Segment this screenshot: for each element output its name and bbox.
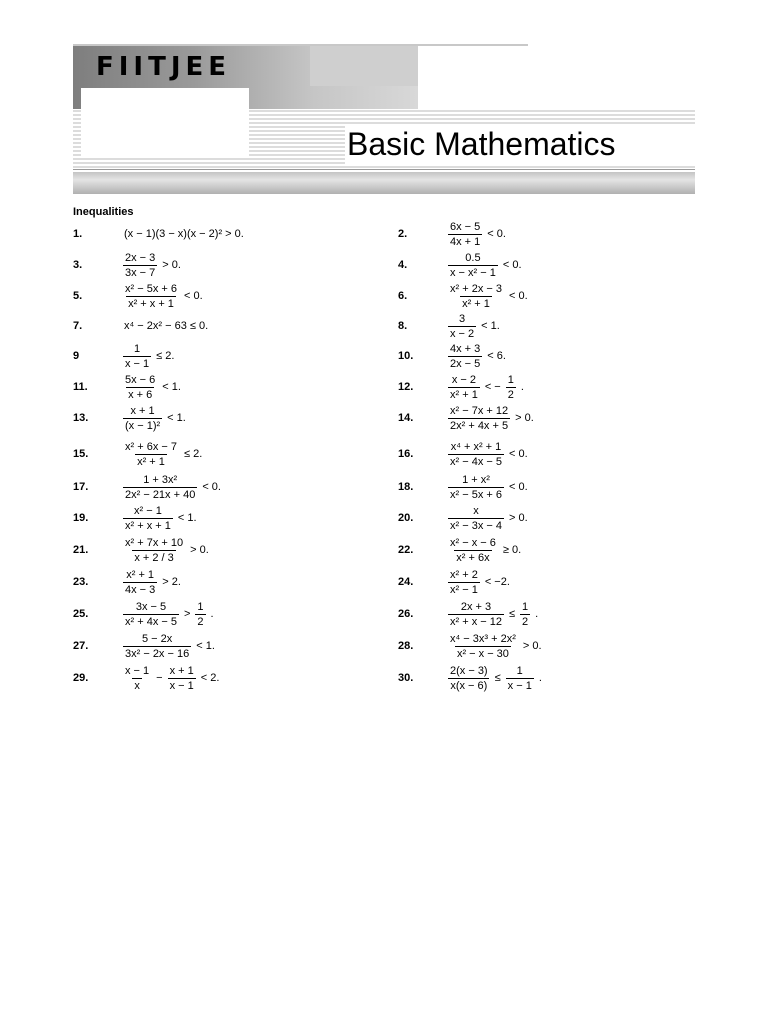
problem-expression (446, 283, 531, 310)
fraction-numerator: 3 (459, 312, 466, 325)
problem-number: 22. (398, 544, 414, 556)
fraction (448, 221, 482, 248)
expression-text: < 0. (508, 448, 528, 460)
header-white-panel (81, 88, 249, 158)
fraction-numerator: x² + 1 (126, 568, 155, 581)
problem-item (398, 662, 545, 694)
problem-item (73, 534, 212, 566)
fraction (448, 441, 504, 468)
fraction-denominator: x − x² − 1 (450, 266, 496, 279)
expression-text: < 1. (196, 640, 215, 652)
fraction (506, 665, 534, 692)
fraction (448, 283, 504, 310)
fraction-numerator: x² + 2x − 3 (450, 282, 502, 295)
expression-text: ≤ 2. (156, 350, 175, 362)
fraction-denominator: 2 (522, 615, 529, 628)
problem-item (73, 218, 247, 250)
problem-number: 16. (398, 448, 414, 460)
expression-text: x⁴ − 2x² − 63 ≤ 0. (124, 320, 209, 332)
problem-number: 19. (73, 512, 89, 524)
fraction-denominator: x − 1 (125, 357, 150, 370)
problem-expression (121, 505, 200, 532)
problem-item (398, 340, 509, 372)
fraction-denominator: x² + x + 1 (125, 519, 171, 532)
fraction-denominator: (x − 1)² (125, 419, 161, 432)
problem-item (398, 280, 531, 312)
problem-expression (121, 283, 206, 310)
expression-text: < 1. (162, 381, 181, 393)
fraction (123, 569, 157, 596)
expression-text: < 0. (487, 228, 506, 240)
fraction-denominator: x² + 4x − 5 (125, 615, 177, 628)
expression-text: ≤ 2. (183, 448, 203, 460)
fraction-denominator: 2 (507, 388, 514, 401)
fraction (448, 505, 504, 532)
fraction (448, 374, 480, 401)
problem-item (73, 566, 184, 598)
problem-number: 5. (73, 290, 83, 302)
problem-number: 21. (73, 544, 89, 556)
fraction-numerator: 2x + 3 (460, 600, 492, 613)
fraction-denominator: x² − 3x − 4 (450, 519, 502, 532)
fraction-numerator: x − 2 (451, 373, 476, 386)
fraction-denominator: x + 2 / 3 (134, 551, 174, 564)
fraction (195, 601, 205, 628)
problem-item (398, 371, 527, 403)
fraction-numerator: 1 (134, 342, 141, 355)
fraction-numerator: 0.5 (465, 251, 481, 264)
problem-expression (446, 313, 503, 340)
problem-expression (446, 601, 541, 628)
fraction-numerator: x (473, 504, 479, 517)
fraction (123, 505, 173, 532)
fraction (123, 405, 162, 432)
fraction-numerator: 3x − 5 (135, 600, 167, 613)
fraction (448, 405, 510, 432)
fraction-numerator: x⁴ − 3x³ + 2x² (450, 632, 516, 645)
fraction (123, 343, 151, 370)
fraction-numerator: x² − 5x + 6 (125, 282, 177, 295)
fraction-numerator: x − 1 (125, 664, 150, 677)
problem-number: 24. (398, 576, 414, 588)
problem-expression (446, 374, 527, 401)
fraction-numerator: 2(x − 3) (450, 664, 488, 677)
page-title: Basic Mathematics (347, 126, 616, 162)
expression-text: < 0. (183, 290, 203, 302)
problem-item (398, 630, 545, 662)
problem-expression (121, 252, 184, 279)
problem-item (398, 598, 541, 630)
fraction-numerator: x² − 1 (134, 504, 162, 517)
fraction-numerator: x² + 2 (450, 568, 478, 581)
header-bottom-bar (73, 172, 695, 194)
problem-item (398, 566, 513, 598)
expression-text: ≤ (508, 608, 516, 620)
expression-text: > 0. (162, 259, 181, 271)
fraction (448, 252, 498, 279)
problem-item (398, 534, 524, 566)
fraction-denominator: x² − 1 (450, 583, 478, 596)
fraction (123, 665, 151, 692)
problem-number: 13. (73, 412, 89, 424)
fraction-denominator: 2x² − 21x + 40 (125, 488, 196, 501)
fraction-numerator: x² − x − 6 (450, 536, 496, 549)
fraction-denominator: x² − x − 30 (456, 647, 509, 660)
expression-text: > 0. (190, 544, 209, 556)
fraction-numerator: 5x − 6 (125, 373, 156, 386)
fraction-denominator: x(x − 6) (450, 679, 488, 692)
problem-item (73, 630, 218, 662)
problem-number: 28. (398, 640, 414, 652)
fraction-numerator: 2x − 3 (125, 251, 156, 264)
expression-text: < 1. (167, 412, 186, 424)
problem-expression (446, 505, 531, 532)
fraction-denominator: 4x + 1 (450, 235, 481, 248)
problem-number: 18. (398, 481, 414, 493)
fraction-denominator: x² + 6x (456, 551, 490, 564)
fraction-denominator: x + 6 (128, 388, 153, 401)
problem-number: 29. (73, 672, 89, 684)
expression-text: < 0. (202, 481, 221, 493)
problem-expression (446, 665, 545, 692)
expression-text: > 0. (515, 412, 534, 424)
expression-text: < 0. (508, 290, 528, 302)
problem-item (73, 310, 211, 342)
problem-item (398, 502, 531, 534)
fraction-denominator: x − 1 (507, 679, 532, 692)
expression-text: . (535, 608, 539, 620)
problem-number: 20. (398, 512, 414, 524)
expression-text: < 1. (177, 512, 197, 524)
problem-expression (121, 319, 211, 333)
fraction (123, 374, 157, 401)
expression-text: < 0. (502, 259, 522, 271)
expression-text: ≥ 0. (502, 544, 522, 556)
problem-item (398, 402, 537, 434)
problem-expression (446, 221, 509, 248)
fraction-numerator: x² − 7x + 12 (450, 404, 509, 417)
fraction-denominator: x² − 5x + 6 (450, 488, 502, 501)
expression-text: > 2. (162, 576, 181, 588)
problem-number: 15. (73, 448, 89, 460)
fraction-numerator: 1 (507, 373, 514, 386)
fraction-denominator: x² − 4x − 5 (450, 455, 502, 468)
problem-expression (121, 537, 212, 564)
fraction (448, 313, 476, 340)
problem-item (73, 340, 177, 372)
problem-item (73, 502, 200, 534)
fraction-numerator: x² + 6x − 7 (125, 440, 177, 453)
problem-item (398, 218, 509, 250)
fraction-denominator: x² + x + 1 (128, 297, 174, 310)
problem-expression (121, 441, 205, 468)
fraction-denominator: x − 2 (450, 327, 475, 340)
fraction-numerator: x² + 7x + 10 (125, 536, 184, 549)
fraction (168, 665, 196, 692)
expression-text: > 0. (508, 512, 528, 524)
fraction (123, 283, 179, 310)
problem-number: 11. (73, 381, 88, 393)
fraction (123, 633, 191, 660)
problem-expression (446, 343, 509, 370)
problem-expression (446, 633, 545, 660)
problem-item (398, 310, 503, 342)
expression-text: − (156, 672, 163, 684)
fraction-denominator: x² + 1 (450, 388, 478, 401)
fraction-numerator: x⁴ + x² + 1 (450, 440, 502, 453)
section-title: Inequalities (73, 206, 134, 218)
expression-text: < 6. (487, 350, 506, 362)
problem-number: 6. (398, 290, 408, 302)
fraction-denominator: 3x² − 2x − 16 (125, 647, 190, 660)
fraction (123, 252, 157, 279)
problem-number: 12. (398, 381, 414, 393)
expression-text: < 0. (508, 481, 528, 493)
fraction-numerator: 1 (522, 600, 529, 613)
header-grey-highlight (310, 46, 418, 86)
problem-number: 2. (398, 228, 408, 240)
fraction-denominator: x² + 1 (462, 297, 490, 310)
problem-number: 23. (73, 576, 89, 588)
problem-expression (446, 441, 531, 468)
fraction (448, 665, 490, 692)
fraction (448, 343, 482, 370)
fraction-denominator: x (134, 679, 140, 692)
fraction (123, 601, 179, 628)
problem-expression (446, 569, 513, 596)
fiitjee-logo: FIITJEE (96, 52, 232, 82)
fraction (448, 474, 504, 501)
problem-expression (121, 569, 184, 596)
expression-text: . (520, 381, 524, 393)
expression-text: . (210, 608, 214, 620)
fraction-numerator: 1 (197, 600, 204, 613)
expression-text: ≤ (494, 672, 501, 684)
problem-expression (121, 474, 224, 501)
expression-text: . (538, 672, 542, 684)
fraction-denominator: 3x − 7 (125, 266, 156, 279)
fraction-denominator: 2 (197, 615, 204, 628)
problem-expression (446, 405, 537, 432)
header-divider (73, 169, 695, 170)
expression-text: (x − 1)(3 − x)(x − 2)² > 0. (124, 228, 244, 240)
expression-text: < −2. (484, 576, 510, 588)
problem-expression (121, 633, 218, 660)
problem-number: 17. (73, 481, 89, 493)
problem-item (73, 662, 222, 694)
fraction (448, 569, 480, 596)
fraction-numerator: 1 (516, 664, 523, 677)
fraction-numerator: 5 − 2x (141, 632, 173, 645)
problem-number: 4. (398, 259, 408, 271)
problem-expression (121, 227, 247, 241)
problem-number: 1. (73, 228, 83, 240)
problem-item (73, 598, 217, 630)
expression-text: < 2. (200, 672, 220, 684)
fraction-numerator: 6x − 5 (450, 220, 481, 233)
expression-text: > 0. (522, 640, 542, 652)
fraction-numerator: x + 1 (130, 404, 155, 417)
fraction-denominator: x² + x − 12 (450, 615, 502, 628)
problem-number: 14. (398, 412, 414, 424)
problem-item (398, 249, 525, 281)
fraction-denominator: 2x² + 4x + 5 (450, 419, 509, 432)
fraction-denominator: x − 1 (169, 679, 194, 692)
problem-item (73, 280, 206, 312)
fraction (123, 441, 179, 468)
problem-expression (446, 252, 525, 279)
problem-expression (121, 665, 222, 692)
fraction (448, 633, 518, 660)
problem-number: 26. (398, 608, 414, 620)
problem-number: 9 (73, 350, 80, 362)
fraction-numerator: x + 1 (169, 664, 194, 677)
problem-item (73, 371, 184, 403)
fraction-numerator: 1 + x² (462, 473, 490, 486)
fraction (520, 601, 530, 628)
fraction (448, 537, 498, 564)
problem-expression (446, 537, 524, 564)
expression-text: < − (484, 381, 501, 393)
fraction-denominator: x² + 1 (137, 455, 165, 468)
problem-expression (121, 374, 184, 401)
expression-text: > (183, 608, 191, 620)
fraction (123, 474, 197, 501)
problem-expression (121, 343, 177, 370)
problem-number: 30. (398, 672, 414, 684)
problem-item (398, 471, 531, 503)
fraction (123, 537, 185, 564)
fraction (506, 374, 516, 401)
fraction-numerator: 4x + 3 (450, 342, 481, 355)
fraction-denominator: 4x − 3 (125, 583, 156, 596)
problem-item (73, 471, 224, 503)
fraction-denominator: 2x − 5 (450, 357, 481, 370)
problem-number: 8. (398, 320, 408, 332)
problem-number: 10. (398, 350, 414, 362)
problem-number: 27. (73, 640, 89, 652)
problem-item (73, 438, 205, 470)
problem-item (73, 402, 189, 434)
problem-number: 25. (73, 608, 89, 620)
expression-text: < 1. (481, 320, 500, 332)
problem-expression (446, 474, 531, 501)
problem-number: 3. (73, 259, 83, 271)
problem-expression (121, 405, 189, 432)
problem-expression (121, 601, 217, 628)
problem-number: 7. (73, 320, 83, 332)
fraction (448, 601, 504, 628)
fraction-numerator: 1 + 3x² (143, 473, 178, 486)
problem-item (398, 438, 531, 470)
problem-item (73, 249, 184, 281)
